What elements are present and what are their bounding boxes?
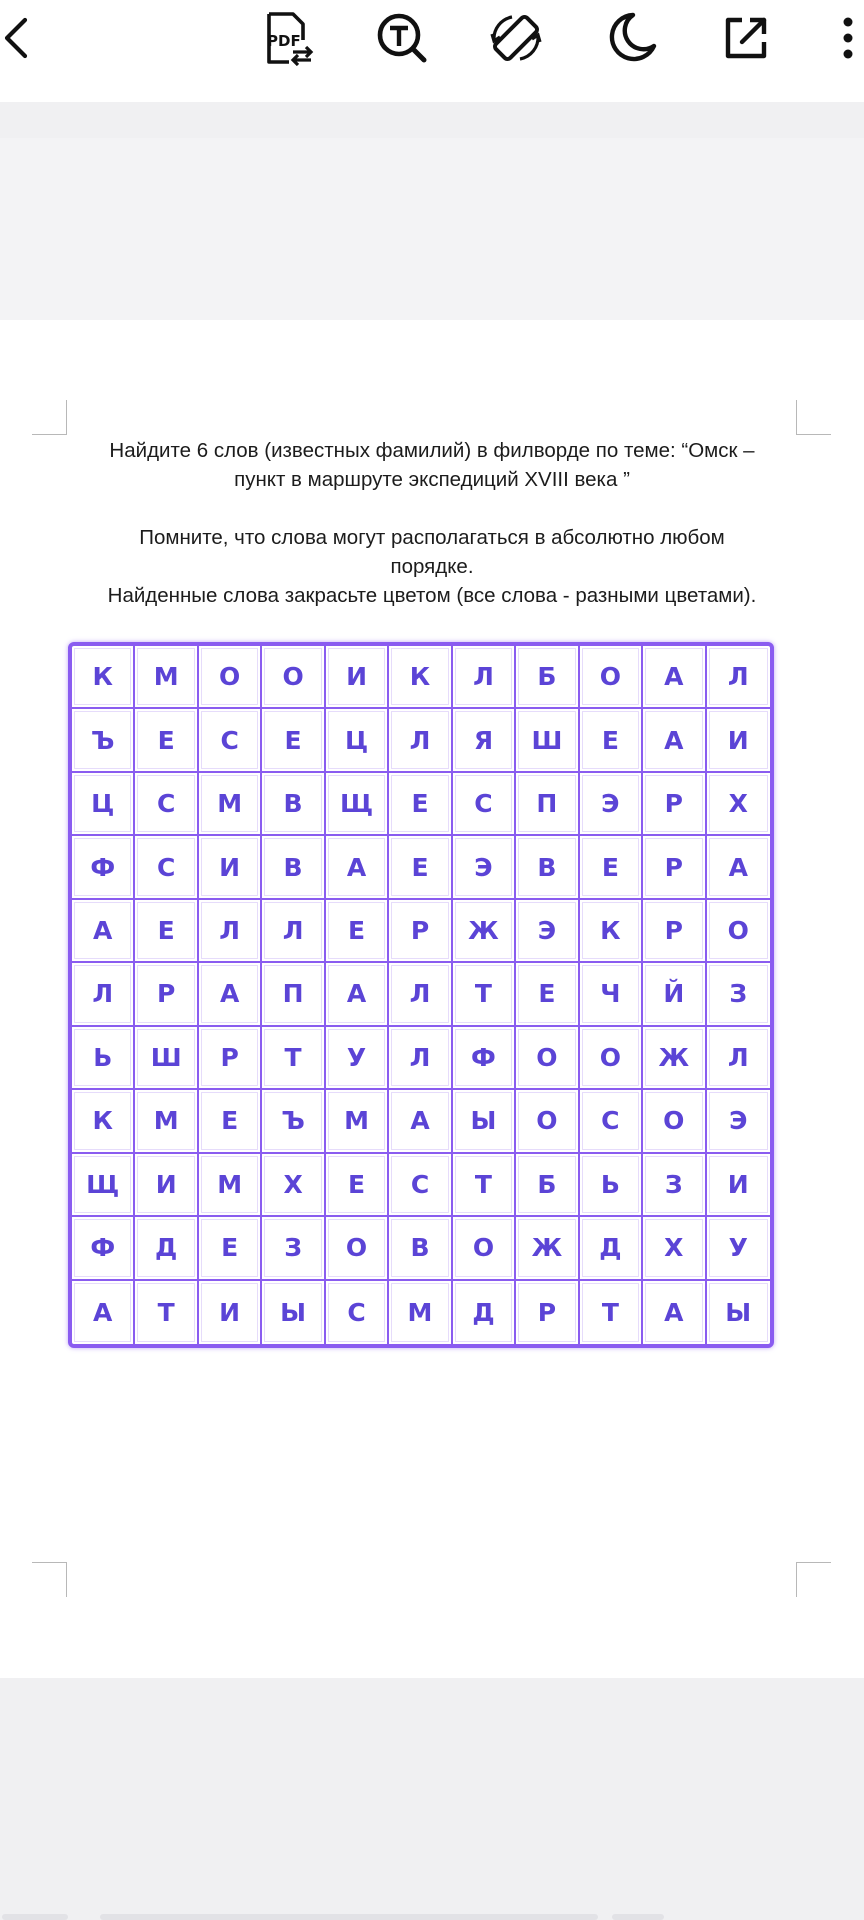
more-options-button[interactable]	[818, 8, 864, 68]
grid-cell[interactable]: Я	[453, 709, 516, 772]
grid-cell[interactable]: А	[199, 963, 262, 1026]
grid-cell[interactable]: И	[326, 646, 389, 709]
grid-cell[interactable]: А	[643, 709, 706, 772]
grid-cell[interactable]: Р	[643, 773, 706, 836]
grid-cell[interactable]: О	[580, 646, 643, 709]
grid-cell[interactable]: К	[389, 646, 452, 709]
grid-cell[interactable]: Р	[135, 963, 198, 1026]
instruction-line: пункт в маршруте экспедиций XVIII века ”	[234, 468, 630, 491]
grid-cell[interactable]: О	[580, 1027, 643, 1090]
next-page-edge	[100, 1914, 598, 1920]
grid-cell[interactable]: Р	[643, 900, 706, 963]
grid-cell[interactable]: И	[707, 709, 770, 772]
rotate-screen-button[interactable]	[486, 8, 546, 68]
grid-cell[interactable]: Л	[389, 709, 452, 772]
grid-cell[interactable]: Е	[326, 900, 389, 963]
pdf-convert-button[interactable]	[257, 8, 317, 68]
grid-cell[interactable]: В	[389, 1217, 452, 1280]
grid-cell[interactable]: О	[199, 646, 262, 709]
grid-cell[interactable]: Л	[72, 963, 135, 1026]
grid-cell[interactable]: Э	[580, 773, 643, 836]
page-corner-mark	[796, 400, 831, 435]
grid-cell[interactable]: А	[326, 836, 389, 899]
grid-cell[interactable]: М	[326, 1090, 389, 1153]
grid-cell[interactable]: Ъ	[262, 1090, 325, 1153]
grid-cell[interactable]: О	[326, 1217, 389, 1280]
grid-cell[interactable]: Р	[643, 836, 706, 899]
grid-cell[interactable]: И	[199, 1281, 262, 1344]
grid-cell[interactable]: Ц	[326, 709, 389, 772]
grid-cell[interactable]: А	[707, 836, 770, 899]
more-vert-icon	[842, 14, 854, 62]
grid-cell[interactable]: О	[516, 1027, 579, 1090]
grid-cell[interactable]: М	[135, 1090, 198, 1153]
grid-cell[interactable]: А	[643, 646, 706, 709]
screen-rotation-icon	[488, 10, 544, 66]
top-toolbar	[0, 0, 864, 102]
grid-cell[interactable]: А	[72, 1281, 135, 1344]
grid-cell[interactable]: О	[707, 900, 770, 963]
grid-cell[interactable]: Л	[707, 646, 770, 709]
next-page-edge	[2, 1914, 68, 1920]
grid-cell[interactable]: Д	[453, 1281, 516, 1344]
grid-cell[interactable]: Е	[135, 900, 198, 963]
grid-cell[interactable]: Ы	[453, 1090, 516, 1153]
grid-cell[interactable]: З	[262, 1217, 325, 1280]
page-gap-bottom	[0, 1678, 864, 1920]
grid-cell[interactable]: Р	[389, 900, 452, 963]
grid-cell[interactable]: О	[516, 1090, 579, 1153]
grid-cell[interactable]: И	[135, 1154, 198, 1217]
grid-cell[interactable]: Х	[643, 1217, 706, 1280]
grid-cell[interactable]: У	[326, 1027, 389, 1090]
grid-cell[interactable]: Ф	[72, 836, 135, 899]
grid-cell[interactable]: Е	[326, 1154, 389, 1217]
grid-cell[interactable]: Л	[389, 1027, 452, 1090]
grid-cell[interactable]: Ш	[135, 1027, 198, 1090]
back-button[interactable]	[0, 8, 46, 68]
grid-cell[interactable]: В	[262, 773, 325, 836]
page-corner-mark	[32, 1562, 67, 1597]
grid-cell[interactable]: Щ	[72, 1154, 135, 1217]
grid-cell[interactable]: Р	[199, 1027, 262, 1090]
grid-cell[interactable]: Ц	[72, 773, 135, 836]
grid-cell[interactable]: Т	[580, 1281, 643, 1344]
grid-cell[interactable]: С	[135, 773, 198, 836]
grid-cell[interactable]: Т	[135, 1281, 198, 1344]
grid-cell[interactable]: Е	[516, 963, 579, 1026]
grid-cell[interactable]: Л	[707, 1027, 770, 1090]
grid-cell[interactable]: С	[453, 773, 516, 836]
note-line: порядке.	[390, 555, 474, 578]
previous-page-edge	[0, 138, 864, 320]
grid-cell[interactable]: И	[199, 836, 262, 899]
grid-cell[interactable]: Е	[262, 709, 325, 772]
next-page-edge	[612, 1914, 664, 1920]
grid-cell[interactable]: Е	[199, 1217, 262, 1280]
grid-cell[interactable]: В	[516, 836, 579, 899]
grid-cell[interactable]: Ж	[643, 1027, 706, 1090]
grid-cell[interactable]: Л	[199, 900, 262, 963]
task-note	[70, 523, 794, 610]
grid-cell[interactable]: Й	[643, 963, 706, 1026]
grid-cell[interactable]: Ы	[262, 1281, 325, 1344]
pdf-convert-icon	[259, 10, 315, 66]
word-search-grid	[68, 642, 774, 1348]
grid-cell[interactable]: П	[262, 963, 325, 1026]
night-mode-button[interactable]	[601, 8, 661, 68]
grid-cell[interactable]: Ш	[516, 709, 579, 772]
grid-cell[interactable]: Ъ	[72, 709, 135, 772]
grid-cell[interactable]: Х	[262, 1154, 325, 1217]
grid-cell[interactable]: Х	[707, 773, 770, 836]
grid-cell[interactable]: Д	[580, 1217, 643, 1280]
grid-cell[interactable]: О	[453, 1217, 516, 1280]
grid-cell[interactable]: К	[72, 1090, 135, 1153]
page-gap-top	[0, 102, 864, 320]
note-line: Помните, что слова могут располагаться в абсолютно любом	[139, 526, 725, 549]
grid-cell[interactable]: С	[199, 709, 262, 772]
grid-cell[interactable]: Б	[516, 1154, 579, 1217]
night-mode-icon	[603, 10, 659, 66]
grid-cell[interactable]: М	[389, 1281, 452, 1344]
document-page[interactable]	[0, 320, 864, 1678]
grid-cell[interactable]: Э	[516, 900, 579, 963]
task-instruction	[70, 436, 794, 494]
grid-cell[interactable]: Л	[262, 900, 325, 963]
grid-cell[interactable]: А	[72, 900, 135, 963]
grid-cell[interactable]: К	[72, 646, 135, 709]
back-arrow-icon	[0, 16, 33, 60]
grid-cell[interactable]: Е	[580, 836, 643, 899]
grid-cell[interactable]: С	[580, 1090, 643, 1153]
grid-cell[interactable]: У	[707, 1217, 770, 1280]
grid-cell[interactable]: Ь	[580, 1154, 643, 1217]
grid-cell[interactable]: Р	[516, 1281, 579, 1344]
grid-cell[interactable]: Ф	[72, 1217, 135, 1280]
grid-cell[interactable]: С	[389, 1154, 452, 1217]
open-external-button[interactable]	[716, 8, 776, 68]
grid-cell[interactable]: З	[707, 963, 770, 1026]
open-external-icon	[720, 12, 772, 64]
grid-cell[interactable]: М	[199, 773, 262, 836]
grid-cell[interactable]: Ж	[453, 900, 516, 963]
grid-cell[interactable]: Л	[389, 963, 452, 1026]
grid-cell[interactable]: С	[326, 1281, 389, 1344]
grid-cell[interactable]: О	[643, 1090, 706, 1153]
grid-cell[interactable]: Е	[135, 709, 198, 772]
grid-cell[interactable]: П	[516, 773, 579, 836]
grid-cell[interactable]: Е	[580, 709, 643, 772]
grid-cell[interactable]: О	[262, 646, 325, 709]
word-search-cells	[72, 646, 770, 1344]
grid-cell[interactable]: Ы	[707, 1281, 770, 1344]
grid-cell[interactable]: Ж	[516, 1217, 579, 1280]
grid-cell[interactable]: Д	[135, 1217, 198, 1280]
instruction-line: Найдите 6 слов (известных фамилий) в филворде по теме: “Омск –	[109, 439, 755, 462]
grid-cell[interactable]: Э	[707, 1090, 770, 1153]
grid-cell[interactable]: М	[199, 1154, 262, 1217]
grid-cell[interactable]: М	[135, 646, 198, 709]
grid-cell[interactable]: Е	[389, 773, 452, 836]
grid-cell[interactable]: К	[580, 900, 643, 963]
grid-cell[interactable]: Е	[199, 1090, 262, 1153]
grid-cell[interactable]: Е	[389, 836, 452, 899]
grid-cell[interactable]: Ч	[580, 963, 643, 1026]
grid-cell[interactable]: Т	[262, 1027, 325, 1090]
grid-cell[interactable]: А	[389, 1090, 452, 1153]
grid-cell[interactable]: Ь	[72, 1027, 135, 1090]
svg-text:PDF: PDF	[267, 32, 301, 50]
grid-cell[interactable]: А	[643, 1281, 706, 1344]
grid-cell[interactable]: З	[643, 1154, 706, 1217]
grid-cell[interactable]: А	[326, 963, 389, 1026]
page-corner-mark	[32, 400, 67, 435]
grid-cell[interactable]: Б	[516, 646, 579, 709]
grid-cell[interactable]: Э	[453, 836, 516, 899]
page-corner-mark	[796, 1562, 831, 1597]
grid-cell[interactable]: Щ	[326, 773, 389, 836]
grid-cell[interactable]: Ф	[453, 1027, 516, 1090]
grid-cell[interactable]: Л	[453, 646, 516, 709]
note-line: Найденные слова закрасьте цветом (все слова - разными цветами).	[107, 584, 757, 607]
text-search-icon	[374, 10, 430, 66]
text-search-button[interactable]	[372, 8, 432, 68]
grid-cell[interactable]: Т	[453, 963, 516, 1026]
grid-cell[interactable]: С	[135, 836, 198, 899]
grid-cell[interactable]: Т	[453, 1154, 516, 1217]
grid-cell[interactable]: В	[262, 836, 325, 899]
grid-cell[interactable]: И	[707, 1154, 770, 1217]
